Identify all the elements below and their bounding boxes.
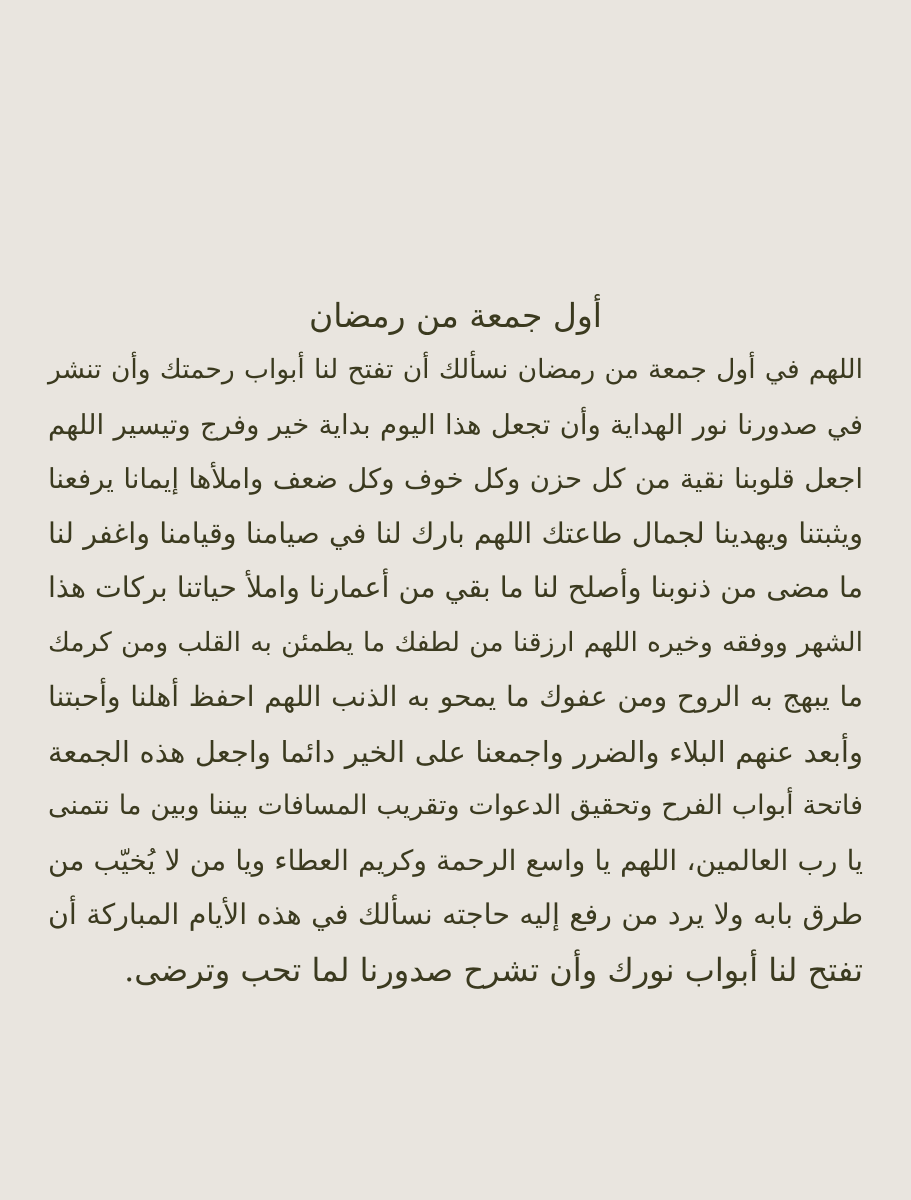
prayer-line: وأبعد عنهم البلاء والضرر واجمعنا على الخير دائما واجعل هذه الجمعة (48, 734, 863, 769)
prayer-line: يا رب العالمين، اللهم يا واسع الرحمة وكريم العطاء ويا من لا يُخيّب من (48, 843, 863, 877)
prayer-line: فاتحة أبواب الفرح وتحقيق الدعوات وتقريب المسافات بيننا وبين ما نتمنى (48, 790, 863, 821)
prayer-line: اللهم في أول جمعة من رمضان نسألك أن تفتح لنا أبواب رحمتك وأن تنشر (48, 354, 863, 385)
prayer-line: تفتح لنا أبواب نورك وأن تشرح صدورنا لما تحب وترضى. (124, 950, 863, 989)
prayer-line: طرق بابه ولا يرد من رفع إليه حاجته نسألك في هذه الأيام المباركة أن (48, 898, 863, 931)
prayer-text-block (48, 288, 863, 997)
prayer-line: ما يبهج به الروح ومن عفوك ما يمحو به الذنب اللهم احفظ أهلنا وأحبتنا (48, 680, 863, 713)
prayer-line: الشهر ووفقه وخيره اللهم ارزقنا من لطفك ما يطمئن به القلب ومن كرمك (48, 626, 863, 658)
prayer-line: ويثبتنا ويهدينا لجمال طاعتك اللهم بارك لنا في صيامنا وقيامنا واغفر لنا (48, 516, 863, 550)
prayer-line: ما مضى من ذنوبنا وأصلح لنا ما بقي من أعمارنا واملأ حياتنا بركات هذا (48, 571, 863, 604)
prayer-line: اجعل قلوبنا نقية من كل حزن وكل خوف وكل ضعف واملأها إيمانا يرفعنا (48, 463, 863, 495)
prayer-line: في صدورنا نور الهداية وأن تجعل هذا اليوم بداية خير وفرج وتيسير اللهم (48, 408, 863, 441)
page-title: أول جمعة من رمضان (309, 296, 602, 335)
